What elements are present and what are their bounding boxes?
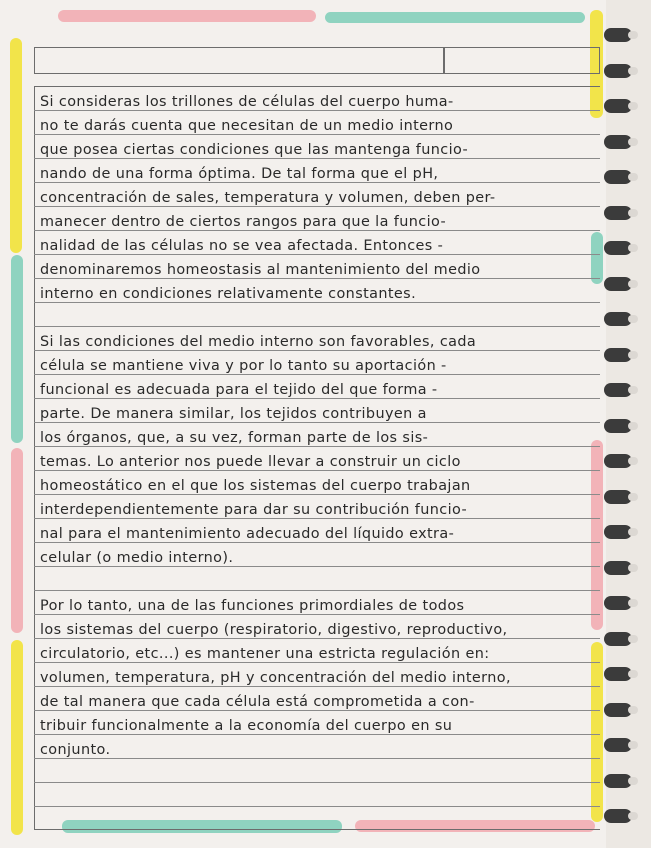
text-line: denominaremos homeostasis al mantenimiento del medio — [40, 262, 481, 278]
binding-ring — [604, 206, 632, 220]
ruled-line — [34, 518, 600, 519]
ruled-line — [34, 566, 600, 567]
text-line: manecer dentro de ciertos rangos para que la funcio- — [40, 214, 447, 230]
text-line: tribuir funcionalmente a la economía del cuerpo en su — [40, 718, 453, 734]
text-line: que posea ciertas condiciones que las mantenga funcio- — [40, 142, 469, 158]
ruled-line — [34, 134, 600, 135]
text-line: circulatorio, etc...) es mantener una estricta regulación en: — [40, 646, 490, 662]
ruled-line — [34, 182, 600, 183]
header-box — [34, 47, 600, 74]
text-line: Si las condiciones del medio interno son favorables, cada — [40, 334, 477, 350]
binding-ring — [604, 383, 632, 397]
text-line: funcional es adecuada para el tejido del que forma - — [40, 382, 438, 398]
binding-ring — [604, 348, 632, 362]
binding-ring — [604, 490, 632, 504]
binding-ring — [604, 64, 632, 78]
ruled-line — [34, 542, 600, 543]
text-line: parte. De manera similar, los tejidos contribuyen a — [40, 406, 427, 422]
binding-ring — [604, 525, 632, 539]
ruled-line — [34, 446, 600, 447]
ruled-line — [34, 686, 600, 687]
binding-ring — [604, 809, 632, 823]
binding-ring — [604, 135, 632, 149]
text-line: nal para el mantenimiento adecuado del líquido extra- — [40, 526, 455, 542]
ruled-line — [34, 230, 600, 231]
binding-ring — [604, 703, 632, 717]
binding-ring — [604, 277, 632, 291]
text-line: nalidad de las células no se vea afectada. Entonces - — [40, 238, 444, 254]
ruled-line — [34, 590, 600, 591]
ruled-line — [34, 158, 600, 159]
text-line: los órganos, que, a su vez, forman parte de los sis- — [40, 430, 429, 446]
ruled-line — [34, 278, 600, 279]
ruled-line — [34, 806, 600, 807]
yellow-marker-stripe-left-bottom — [11, 640, 23, 835]
text-line: nando de una forma óptima. De tal forma que el pH, — [40, 166, 439, 182]
ruled-line — [34, 470, 600, 471]
text-line: homeostático en el que los sistemas del cuerpo trabajan — [40, 478, 471, 494]
text-line: volumen, temperatura, pH y concentración del medio interno, — [40, 670, 511, 686]
text-line: los sistemas del cuerpo (respiratorio, digestivo, reproductivo, — [40, 622, 508, 638]
ruled-line — [34, 110, 600, 111]
ruled-line — [34, 398, 600, 399]
text-line: de tal manera que cada célula está comprometida a con- — [40, 694, 475, 710]
ruled-line — [34, 206, 600, 207]
text-line: interdependientemente para dar su contribución funcio- — [40, 502, 468, 518]
ruled-line — [34, 614, 600, 615]
teal-marker-stripe-left — [11, 255, 23, 443]
binding-ring — [604, 170, 632, 184]
header-divider — [443, 47, 445, 74]
ruled-line — [34, 734, 600, 735]
binding-ring — [604, 774, 632, 788]
binding-ring — [604, 738, 632, 752]
binding-ring — [604, 596, 632, 610]
pink-marker-stripe-top — [58, 10, 316, 22]
text-line: concentración de sales, temperatura y volumen, deben per- — [40, 190, 496, 206]
text-line: temas. Lo anterior nos puede llevar a construir un ciclo — [40, 454, 461, 470]
text-line: célula se mantiene viva y por lo tanto su aportación - — [40, 358, 447, 374]
ruled-line — [34, 638, 600, 639]
binding-ring — [604, 99, 632, 113]
text-line: Por lo tanto, una de las funciones primordiales de todos — [40, 598, 465, 614]
binding-ring — [604, 419, 632, 433]
ruled-line — [34, 494, 600, 495]
teal-marker-stripe-top — [325, 12, 585, 23]
ruled-line — [34, 782, 600, 783]
ruled-line — [34, 662, 600, 663]
ruled-line — [34, 326, 600, 327]
ruled-line — [34, 710, 600, 711]
binding-ring — [604, 28, 632, 42]
binding-ring — [604, 632, 632, 646]
ruled-line — [34, 758, 600, 759]
ruled-line — [34, 422, 600, 423]
binding-ring — [604, 667, 632, 681]
text-line: celular (o medio interno). — [40, 550, 234, 566]
text-line: no te darás cuenta que necesitan de un medio interno — [40, 118, 454, 134]
ruled-line — [34, 254, 600, 255]
yellow-marker-stripe-left — [10, 38, 22, 253]
ruled-line — [34, 374, 600, 375]
binding-ring — [604, 241, 632, 255]
text-line: interno en condiciones relativamente constantes. — [40, 286, 417, 302]
binding-ring — [604, 561, 632, 575]
ruled-line — [34, 350, 600, 351]
ruled-line — [34, 302, 600, 303]
pink-marker-stripe-left — [11, 448, 23, 633]
binding-ring — [604, 312, 632, 326]
text-line: conjunto. — [40, 742, 111, 758]
binding-ring — [604, 454, 632, 468]
text-line: Si consideras los trillones de células del cuerpo huma- — [40, 94, 454, 110]
